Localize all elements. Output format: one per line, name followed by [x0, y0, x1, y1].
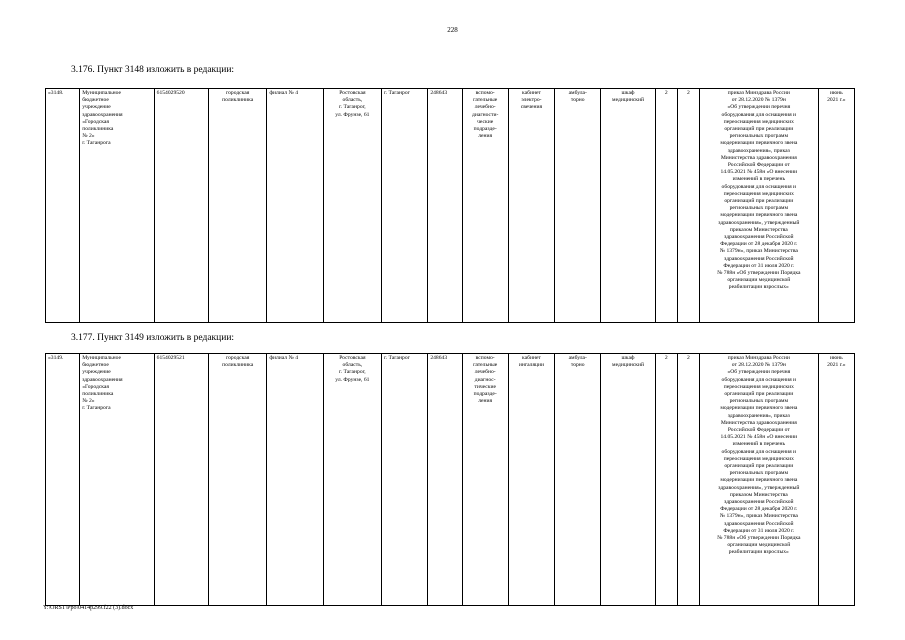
room-cell: кабинет электро- свечения	[508, 89, 554, 323]
section-heading: 3.177. Пункт 3149 изложить в редакции:	[71, 333, 235, 343]
register-table	[45, 353, 855, 606]
type-cell: городская поликлиника	[208, 354, 266, 606]
department-cell: вспомо- гательные лечебно- диагности- ческие подразде- ления	[462, 89, 508, 323]
room-cell: кабинет ингаляции	[508, 354, 554, 606]
care-cell: амбула- торно	[555, 89, 601, 323]
care-cell: амбула- торно	[555, 354, 601, 606]
quantity-cell: 2	[655, 354, 677, 606]
equipment-cell: шкаф медицинский	[601, 354, 655, 606]
department-cell: вспомо- гательные лечебно- диагнос- тические подразде- ления	[462, 354, 508, 606]
inn-cell: 6154029521	[154, 354, 208, 606]
basis-cell: приказ Минздрава России от 28.12.2020 № 1379н «Об утверждении перечня оборудования для оснащения и переоснащения медицинских организаций при реализации региональных программ модернизации первичного звена здравоохранения», приказ Министерства здравоохранения Российской Федерации от 14.05.2021 № 458н «О внесении изменений в перечень оборудования для оснащения и переоснащения медицинских организаций при реализации региональных программ модернизации первичного звена здравоохранения», утвержденный приказом Министерства здравоохранения Российской Федерации от 28 декабря 2020 г. № 1379н», приказ Министерства здравоохранения Российской Федерации от 31 июля 2020 г. № 788н «Об утверждении Порядка организации медицинской реабилитации взрослых»	[699, 354, 818, 606]
city-cell: г. Таганрог	[382, 354, 428, 606]
branch-cell: филиал № 4	[267, 89, 323, 323]
inn-cell: 6154029520	[154, 89, 208, 323]
address-cell: Ростовская область, г. Таганрог, ул. Фрунзе, 61	[323, 89, 381, 323]
row-number: «3148.	[46, 89, 80, 323]
organization-cell: Муниципальное бюджетное учреждение здравоохранения «Городская поликлиника № 2» г. Таганрога	[80, 89, 154, 323]
quantity-cell: 2	[677, 89, 699, 323]
code-cell: 248643	[428, 89, 462, 323]
city-cell: г. Таганрог	[382, 89, 428, 323]
quantity-cell: 2	[677, 354, 699, 606]
organization-cell: Муниципальное бюджетное учреждение здравоохранения «Городская поликлиника № 2» г. Таганрога	[80, 354, 154, 606]
page-number: 228	[447, 26, 458, 34]
address-cell: Ростовская область, г. Таганрог, ул. Фрунзе, 61	[323, 354, 381, 606]
section-heading: 3.176. Пункт 3148 изложить в редакции:	[71, 65, 235, 75]
quantity-cell: 2	[655, 89, 677, 323]
branch-cell: филиал № 4	[267, 354, 323, 606]
date-cell: июнь 2021 г.»	[818, 89, 854, 323]
basis-cell: приказ Минздрава России от 28.12.2020 № 1379н «Об утверждении перечня оборудования для оснащения и переоснащения медицинских организаций при реализации региональных программ модернизации первичного звена здравоохранения», приказ Министерства здравоохранения Российской Федерации от 14.05.2021 № 458н «О внесении изменений в перечень оборудования для оснащения и переоснащения медицинских организаций при реализации региональных программ модернизации первичного звена здравоохранения», утвержденный приказом Министерства здравоохранения Российской Федерации от 28 декабря 2020 г. № 1379н», приказ Министерства здравоохранения Российской Федерации от 31 июля 2020 г. № 788н «Об утверждении Порядка организации медицинской реабилитации взрослых»	[699, 89, 818, 323]
date-cell: июнь 2021 г.»	[818, 354, 854, 606]
file-path-footer: Y:\ORST\Ppo\0414p299.f22 (3).docx	[43, 605, 134, 611]
table-row	[46, 354, 855, 606]
equipment-cell: шкаф медицинский	[601, 89, 655, 323]
register-table	[45, 88, 855, 323]
code-cell: 248643	[428, 354, 462, 606]
table-row	[46, 89, 855, 323]
row-number: «3149.	[46, 354, 80, 606]
type-cell: городская поликлиника	[208, 89, 266, 323]
